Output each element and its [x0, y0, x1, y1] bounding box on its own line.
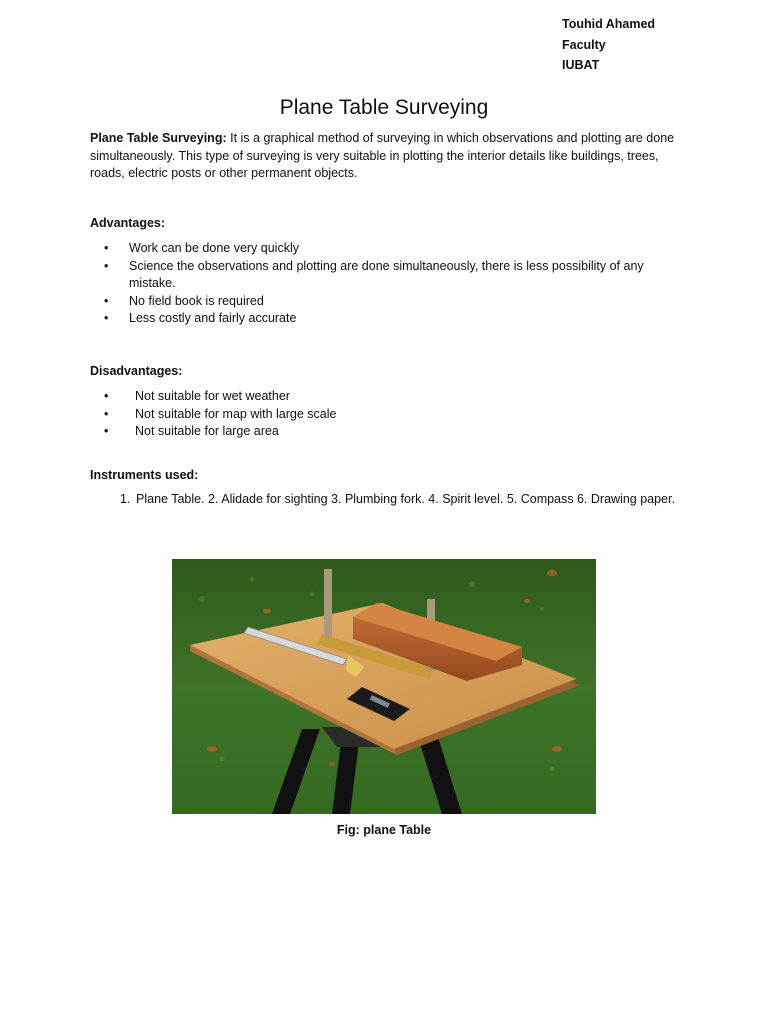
- list-item: [90, 258, 670, 293]
- list-item-text: Not suitable for map with large scale: [135, 406, 337, 421]
- instruments-list: [120, 491, 680, 509]
- bullet-icon: •: [104, 293, 109, 308]
- intro-term: Plane Table Surveying:: [90, 131, 227, 145]
- list-item: [90, 310, 670, 328]
- list-item: [120, 491, 680, 509]
- list-item-text: No field book is required: [129, 293, 264, 308]
- disadvantages-heading: Disadvantages:: [90, 364, 183, 378]
- list-item-text: Not suitable for wet weather: [135, 389, 290, 403]
- list-item-text: Science the observations and plotting are done simultaneously, there is less possibility of any mistake.: [129, 258, 644, 290]
- advantages-heading: Advantages:: [90, 216, 166, 230]
- list-item: [90, 240, 670, 258]
- figure-caption: Fig: plane Table: [336, 823, 432, 837]
- list-item-text: Less costly and fairly accurate: [129, 311, 297, 325]
- list-item: [90, 423, 670, 441]
- intro-paragraph: [90, 130, 690, 183]
- bullet-icon: •: [104, 241, 109, 255]
- list-item-text: Work can be done very quickly: [129, 241, 299, 255]
- bullet-icon: •: [104, 389, 109, 403]
- document-title: Plane Table Surveying: [279, 96, 489, 119]
- author-block: [562, 14, 655, 76]
- bullet-icon: •: [104, 258, 109, 273]
- instruments-heading: Instruments used:: [90, 468, 199, 482]
- list-item: [90, 293, 670, 311]
- disadvantages-list: [90, 388, 670, 441]
- list-item-text: Plane Table. 2. Alidade for sighting 3. Plumbing fork. 4. Spirit level. 5. Compass 6. Drawing paper.: [136, 492, 675, 506]
- bullet-icon: •: [104, 424, 109, 438]
- advantages-list: [90, 240, 670, 328]
- list-item: [90, 388, 670, 406]
- plane-table-photo: [172, 559, 596, 814]
- bullet-icon: •: [104, 311, 109, 325]
- list-item: [90, 406, 670, 424]
- author-institution: IUBAT: [562, 58, 600, 72]
- author-role: Faculty: [562, 37, 606, 52]
- author-name: Touhid Ahamed: [562, 17, 656, 31]
- list-number: 1.: [120, 492, 131, 506]
- bullet-icon: •: [104, 406, 109, 421]
- intro-text: It is a graphical method of surveying in which observations and plotting are done simultaneously. This type of surveying is very suitable in plotting the interior details like buildings, trees, roads, electric posts or other permanent objects.: [90, 131, 675, 180]
- list-item-text: Not suitable for large area: [135, 424, 279, 438]
